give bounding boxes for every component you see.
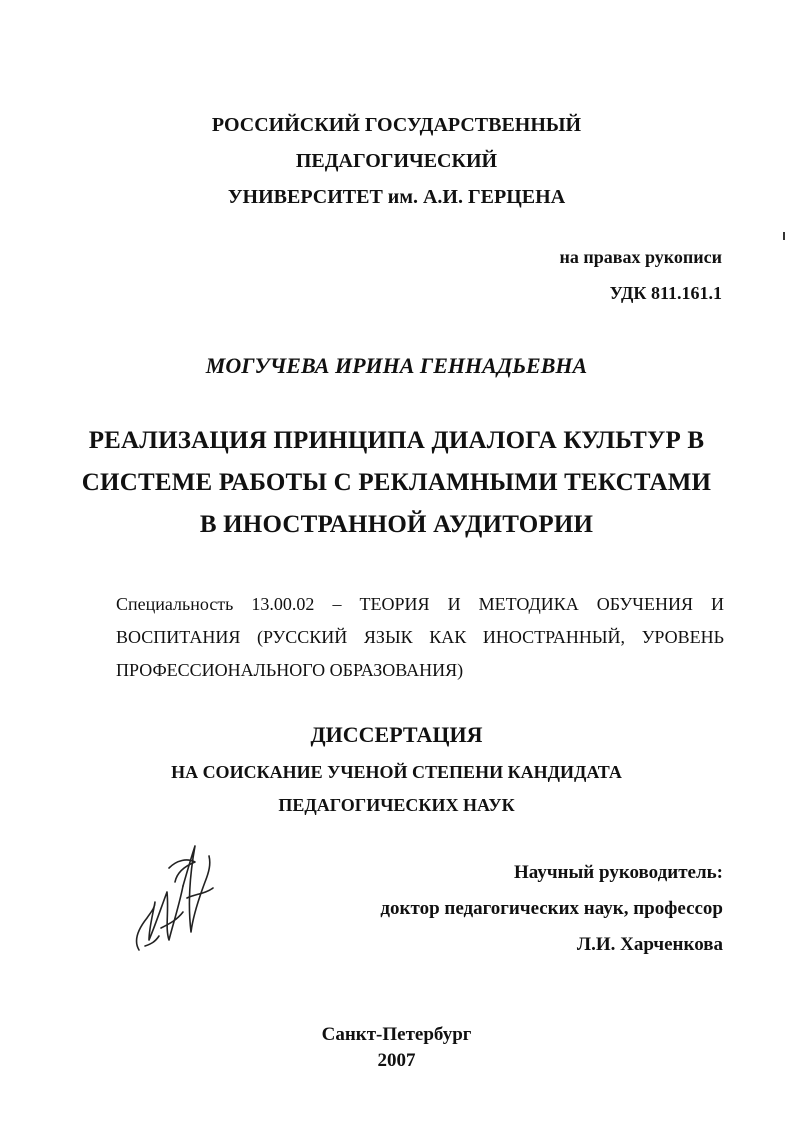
specialty-text: Специальность 13.00.02 – ТЕОРИЯ И МЕТОДИКА ОБУЧЕНИЯ И ВОСПИТАНИЯ (РУССКИЙ ЯЗЫК КАК ИНОСТРАННЫЙ, УРОВЕНЬ ПРОФЕССИОНАЛЬНОГО ОБРАЗОВАНИЯ): [116, 594, 724, 680]
institution-block: [0, 107, 793, 215]
supervisor-degree: доктор педагогических наук, профессор: [380, 898, 723, 919]
author-name: МОГУЧЕВА ИРИНА ГЕННАДЬЕВНА: [205, 353, 588, 378]
supervisor-block: [300, 855, 723, 963]
supervisor-label: Научный руководитель:: [514, 862, 723, 883]
degree-line-2: ПЕДАГОГИЧЕСКИХ НАУК: [278, 795, 515, 815]
dissertation-title: [0, 420, 793, 546]
institution-line-3: УНИВЕРСИТЕТ им. А.И. ГЕРЦЕНА: [227, 186, 566, 208]
title-line-2: СИСТЕМЕ РАБОТЫ С РЕКЛАМНЫМИ ТЕКСТАМИ: [81, 469, 712, 496]
institution-line-1: РОССИЙСКИЙ ГОСУДАРСТВЕННЫЙ: [211, 114, 582, 136]
manuscript-note: на правах рукописи: [559, 247, 722, 267]
footer-block: [0, 1022, 793, 1074]
degree-block: [0, 756, 793, 822]
degree-line-1: НА СОИСКАНИЕ УЧЕНОЙ СТЕПЕНИ КАНДИДАТА: [171, 762, 622, 782]
institution-line-2: ПЕДАГОГИЧЕСКИЙ: [295, 150, 498, 172]
handwritten-signature-icon: [125, 828, 225, 960]
supervisor-name: Л.И. Харченкова: [576, 934, 723, 955]
title-line-1: РЕАЛИЗАЦИЯ ПРИНЦИПА ДИАЛОГА КУЛЬТУР В: [88, 427, 705, 454]
udk-code: УДК 811.161.1: [609, 283, 722, 303]
title-line-3: В ИНОСТРАННОЙ АУДИТОРИИ: [199, 511, 594, 538]
scan-artifact: [783, 232, 785, 240]
dissertation-heading: ДИССЕРТАЦИЯ: [310, 722, 483, 747]
footer-city: Санкт-Петербург: [321, 1024, 472, 1045]
footer-year: 2007: [377, 1050, 416, 1071]
